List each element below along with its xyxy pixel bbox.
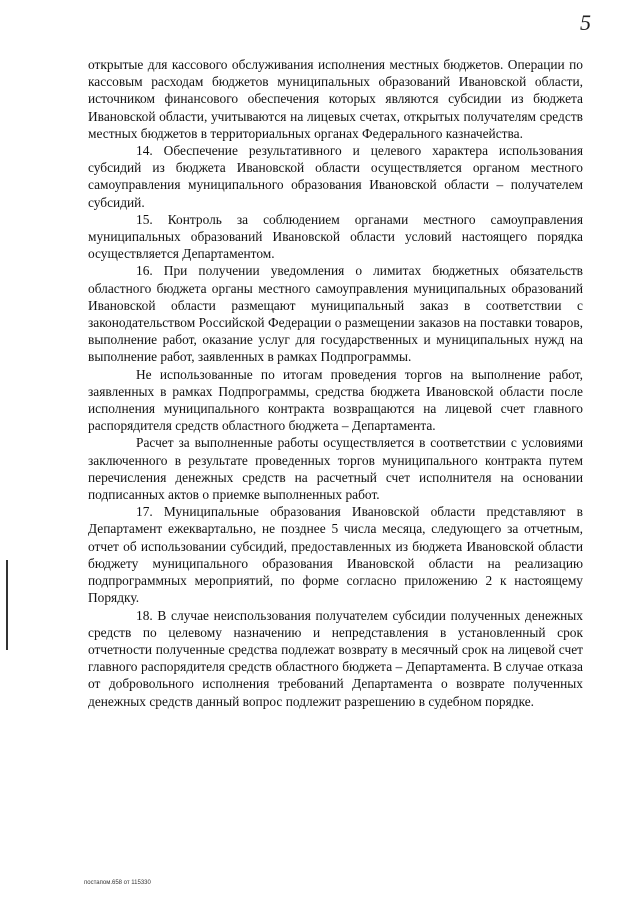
paragraph-17: 17. Муниципальные образования Ивановской области представляют в Департамент ежеквартально, не позднее 5 числа месяца, следующего за отчетным, отчет об использовании субсидий, предоставленных из бюджета Ивановской области бюджету муниципального образования Ивановской области на реализацию подпрограммных мероприятий, по форме согласно приложению 2 к настоящему Порядку. — [88, 504, 583, 606]
document-body — [88, 56, 583, 710]
margin-mark — [6, 560, 8, 650]
page-number: 5 — [580, 10, 591, 35]
paragraph-16-payment: Расчет за выполненные работы осуществляется в соответствии с условиями заключенного в результате проведенных торгов муниципального контракта путем перечисления денежных средств на расчетный счет исполнителя на основании подписанных актов о приемке выполненных работ. — [88, 435, 583, 503]
footer-code: постапом.658 от 115330 — [84, 880, 151, 886]
paragraph-16: 16. При получении уведомления о лимитах бюджетных обязательств областного бюджета органы местного самоуправления муниципальных образований Ивановской области размещают муниципальный заказ в соответствии с законодательством Российской Федерации о размещении заказов на поставки товаров, выполнение работ, оказание услуг для государственных и муниципальных нужд на выполнение работ, заявленных в рамках Подпрограммы. — [88, 263, 583, 365]
paragraph-1: открытые для кассового обслуживания исполнения местных бюджетов. Операции по кассовым расходам бюджетов муниципальных образований Ивановской области, источником финансового обеспечения которых являются субсидии из бюджета Ивановской области, учитываются на лицевых счетах, открытых получателям средств местных бюджетов в территориальных органах Федерального казначейства. — [88, 57, 583, 141]
paragraph-16-unused-funds: Не использованные по итогам проведения торгов на выполнение работ, заявленных в рамках Подпрограммы, средства бюджета Ивановской области после исполнения муниципального контракта возвращаются на лицевой счет главного распорядителя средств областного бюджета – Департамента. — [88, 366, 583, 434]
paragraph-15: 15. Контроль за соблюдением органами местного самоуправления муниципальных образований Ивановской области условий настоящего порядка осуществляется Департаментом. — [88, 211, 583, 262]
paragraph-18: 18. В случае неиспользования получателем субсидии полученных денежных средств по целевому назначению и непредставления в установленный срок отчетности полученные средства подлежат возврату в месячный срок на лицевой счет главного распорядителя средств областного бюджета – Департамента. В случае отказа от добровольного исполнения требований Департамента о возврате полученных денежных средств данный вопрос подлежит разрешению в судебном порядке. — [88, 607, 583, 709]
paragraph-14: 14. Обеспечение результативного и целевого характера использования субсидий из бюджета Ивановской области осуществляется органом местного самоуправления муниципального образования Ивановской области – получателем субсидий. — [88, 143, 583, 210]
